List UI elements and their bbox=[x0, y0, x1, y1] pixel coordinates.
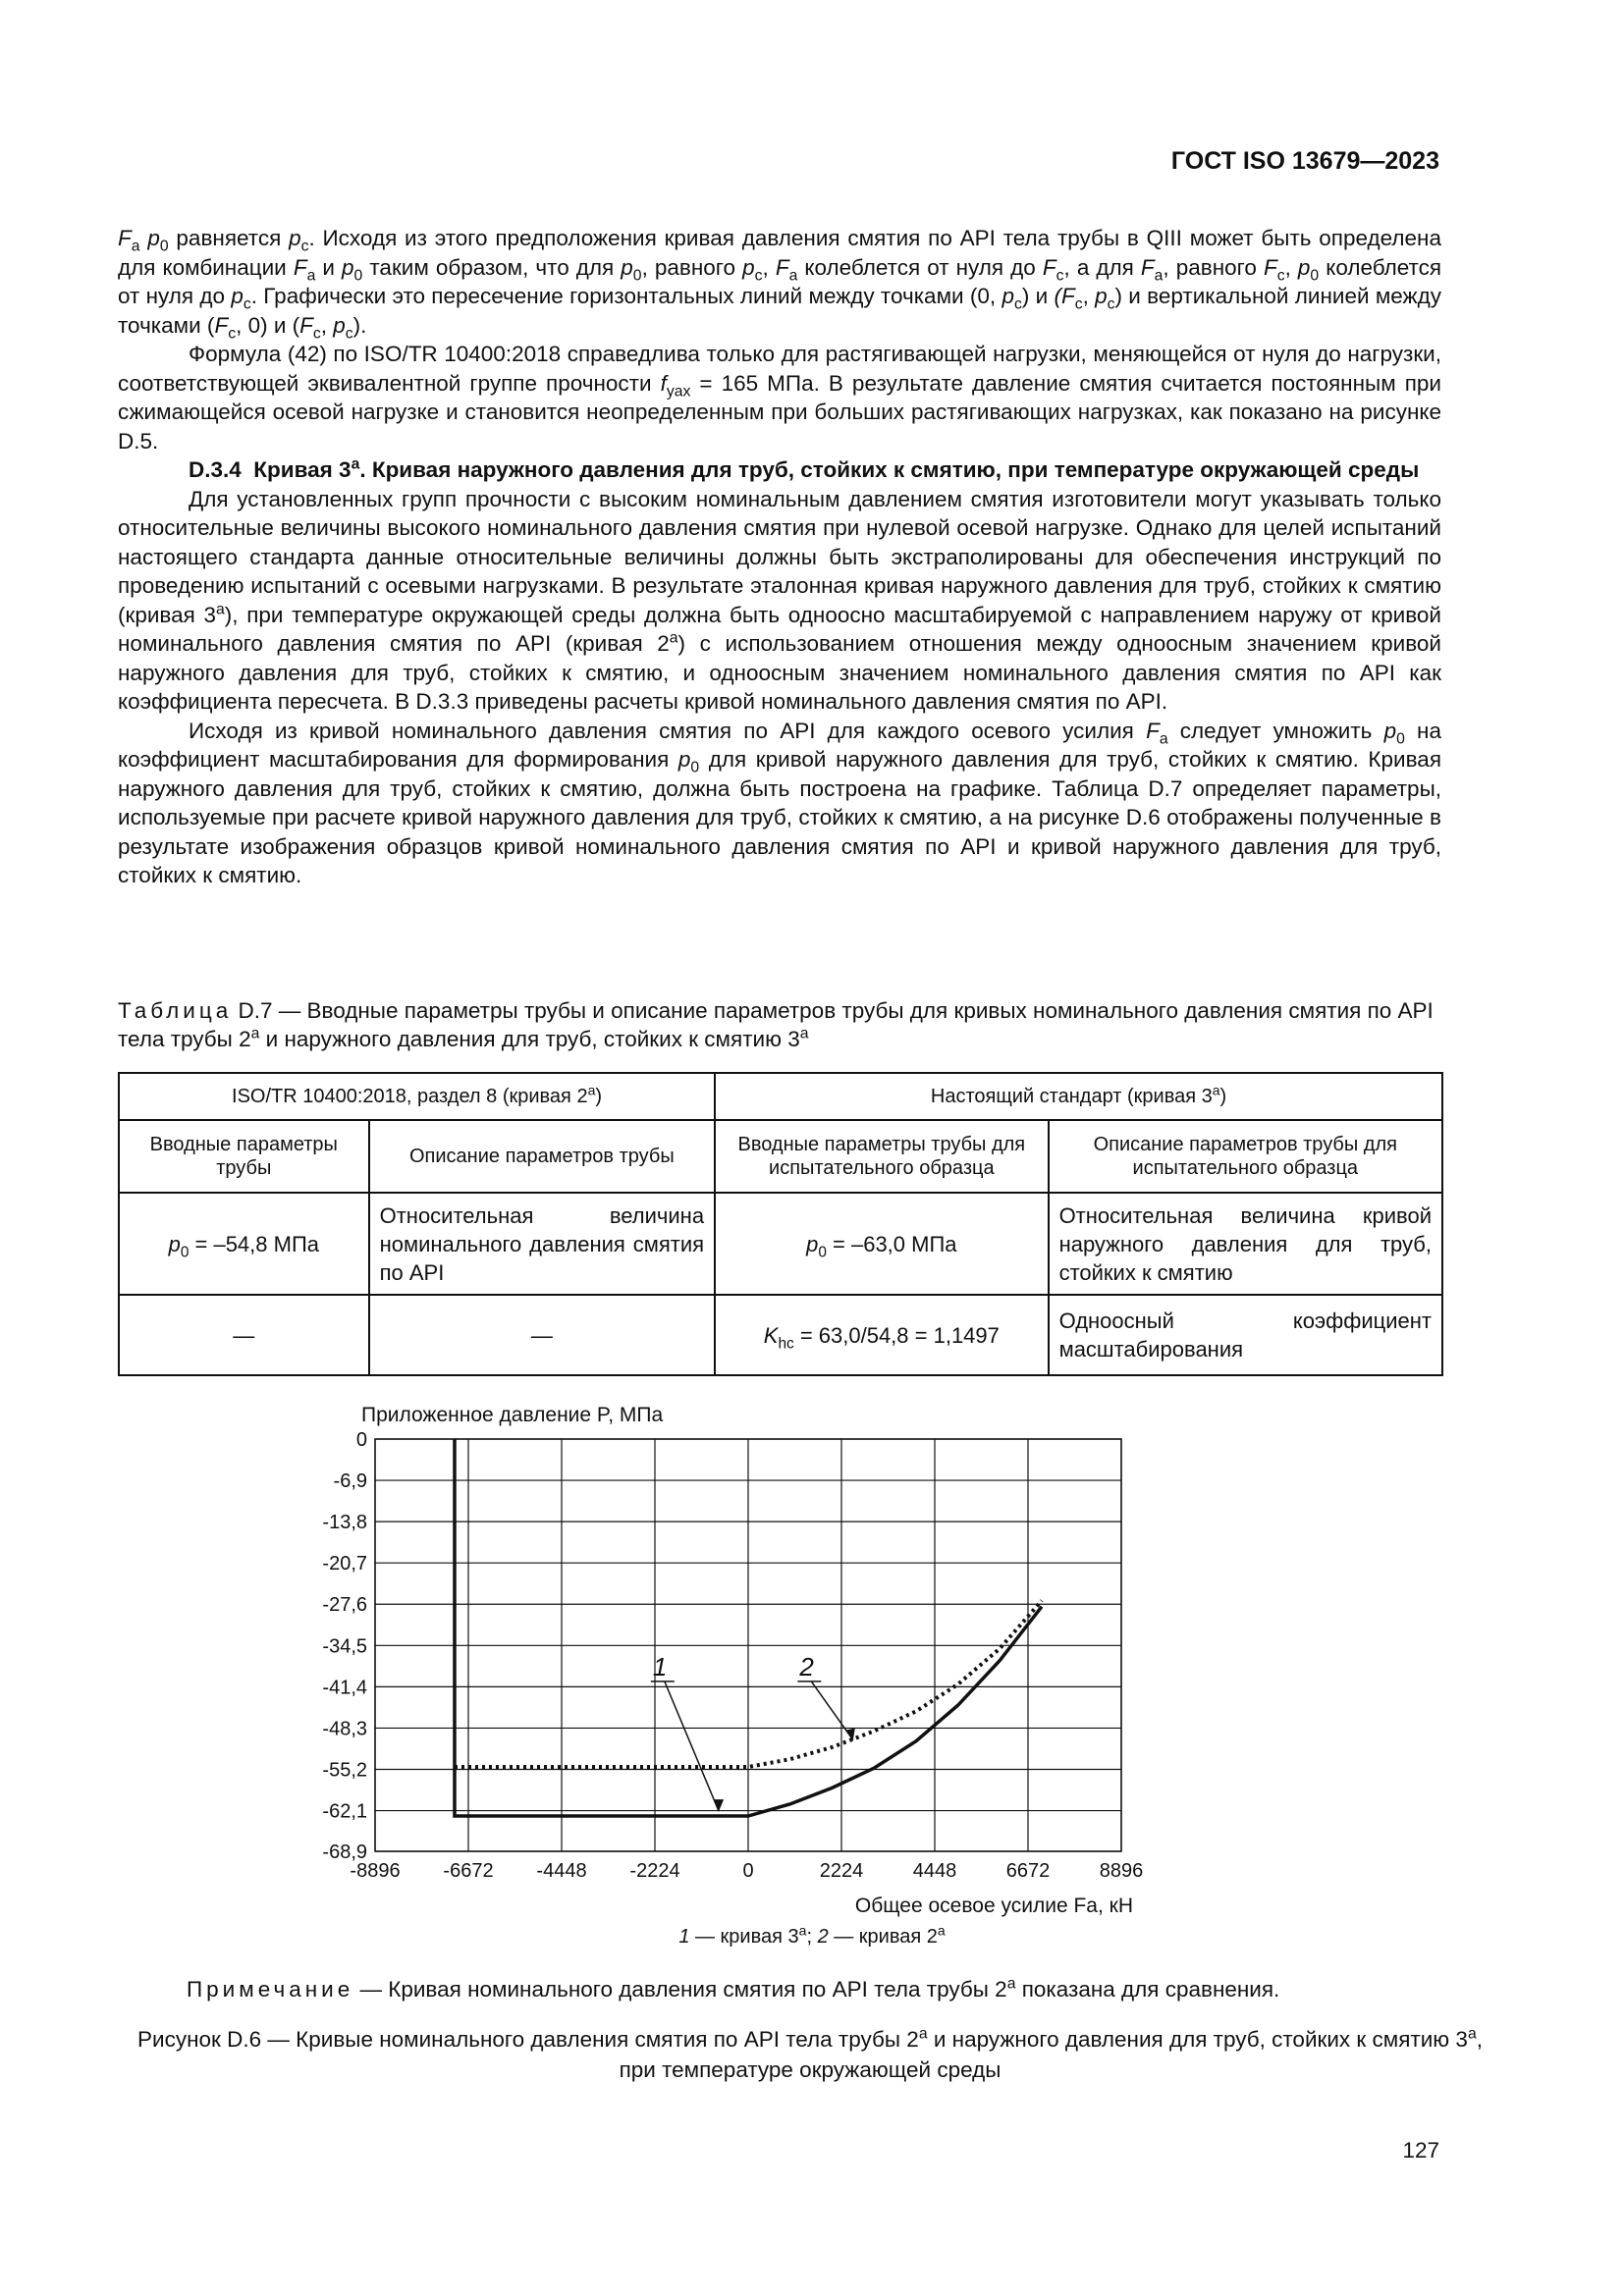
table-cell bbox=[119, 1193, 369, 1295]
sym: a bbox=[1154, 267, 1164, 284]
section-number: D.3.4 bbox=[189, 457, 242, 482]
sym: F bbox=[293, 254, 307, 280]
sym: 0 bbox=[690, 759, 700, 776]
text: . Графически это пересечение горизонтальных линий между точками (0, bbox=[250, 284, 1002, 308]
y-tick-label: -13,8 bbox=[322, 1512, 367, 1534]
y-axis-title: Приложенное давление P, МПа bbox=[361, 1404, 664, 1426]
sym: a bbox=[799, 1025, 809, 1042]
y-tick-label: -68,9 bbox=[322, 1842, 367, 1863]
sym: p bbox=[289, 226, 301, 250]
paragraph-2 bbox=[118, 340, 1441, 455]
sym: p bbox=[742, 254, 755, 280]
y-tick-label: -20,7 bbox=[322, 1553, 367, 1575]
text: Исходя из кривой номинального давления смятия по API для каждого осевого усилия bbox=[189, 718, 1147, 743]
sym: a bbox=[1006, 1975, 1016, 1993]
sym: c bbox=[1056, 267, 1064, 284]
sym: c bbox=[312, 325, 321, 342]
text: Настоящий стандарт (кривая 3 bbox=[930, 1085, 1213, 1107]
text: , bbox=[1082, 284, 1096, 308]
note bbox=[187, 1977, 1463, 2002]
table-cell bbox=[715, 1193, 1048, 1295]
table-cell: — bbox=[369, 1295, 715, 1375]
text: , равного bbox=[641, 254, 743, 280]
chart-legend bbox=[0, 1922, 1624, 1949]
table-row bbox=[119, 1295, 1442, 1375]
sym: F bbox=[118, 226, 132, 250]
text: , при температуре окружающей среды bbox=[619, 2027, 1483, 2082]
sym: 0 bbox=[353, 267, 363, 284]
sym: 0 bbox=[1396, 730, 1405, 747]
text: = 165 МПа. В результате давление смятия считается постоянным при сжимающейся осевой нагрузке и становится неопределенным при больших растягивающих нагрузках, как показано на рисунке D.5. bbox=[118, 370, 1441, 454]
sym: p bbox=[1383, 718, 1397, 743]
table-header-cell: Вводные параметры трубы для испытательного образца bbox=[715, 1120, 1048, 1193]
text: = 63,0/54,8 = 1,1497 bbox=[793, 1322, 1000, 1348]
text: . Исходя из этого предположения кривая давления смятия по API тела трубы в QIII может быть определена для комбинации bbox=[118, 226, 1441, 280]
legend-number: 1 bbox=[678, 1926, 690, 1948]
y-tick-label: -48,3 bbox=[322, 1718, 367, 1740]
figure-caption bbox=[118, 2024, 1502, 2085]
annotation-label-2: 2 bbox=[799, 1651, 814, 1682]
sym: a bbox=[798, 1922, 807, 1939]
x-tick-label: -2224 bbox=[629, 1860, 680, 1882]
x-tick-label: 6672 bbox=[1005, 1860, 1051, 1882]
y-tick-label: -41,4 bbox=[322, 1677, 367, 1699]
text: , а для bbox=[1063, 254, 1141, 280]
page-number: 127 bbox=[1402, 2138, 1439, 2163]
sym: a bbox=[1212, 1081, 1220, 1097]
text: равняется bbox=[168, 226, 290, 250]
sym: p bbox=[1001, 284, 1014, 308]
sym: F bbox=[1263, 254, 1277, 280]
sym: F bbox=[299, 312, 313, 338]
sym: p bbox=[231, 284, 244, 308]
text: ), при температуре окружающей среды должна быть одноосно масштабируемой с направлением наружу от кривой номинального давления смятия по API (кривая 2 bbox=[118, 602, 1441, 656]
text: ) и вертикальной линией между точками ( bbox=[118, 284, 1441, 338]
sym: c bbox=[754, 267, 763, 284]
x-tick-label: 0 bbox=[742, 1860, 754, 1882]
sym: c bbox=[300, 238, 309, 255]
annotation-leader-1 bbox=[665, 1682, 719, 1811]
y-tick-label: -6,9 bbox=[333, 1470, 367, 1493]
sym: a bbox=[250, 1025, 260, 1042]
legend-number: 2 bbox=[817, 1926, 829, 1948]
text: следует умножить bbox=[1167, 718, 1384, 743]
text: для кривой наружного давления для труб, стойких к смятию. Кривая наружного давления для труб, стойких к смятию, должна быть построена на графике. Таблица D.7 определяет параметры, используемые при расчете кривой наружного давления для труб, стойких к смятию, а на рисунке D.6 отображены полученные в результате изображения образцов кривой номинального давления смятия по API и кривой наружного давления для труб, стойких к смятию. bbox=[118, 747, 1442, 887]
x-axis-title: Общее осевое усилие Fa, кН bbox=[854, 1895, 1133, 1917]
table-header-row bbox=[119, 1073, 1442, 1120]
annotation-arrowhead bbox=[714, 1799, 724, 1811]
sym: ( bbox=[1054, 284, 1061, 308]
text: , bbox=[1284, 254, 1298, 280]
sym: p bbox=[333, 312, 346, 338]
sym: p bbox=[147, 226, 160, 250]
x-tick-label: 8896 bbox=[1099, 1860, 1144, 1882]
note-word: Примечание bbox=[187, 1977, 354, 2002]
pressure-chart bbox=[314, 1392, 1257, 1942]
text: Формула (42) по ISO/TR 10400:2018 справедлива только для растягивающей нагрузки, меняющейся от нуля до нагрузки, соответствующей эквивалентной группе прочности bbox=[118, 342, 1441, 396]
text: и наружного давления для труб, стойких к смятию 3 bbox=[927, 2027, 1468, 2052]
sym: K bbox=[763, 1322, 779, 1348]
text: ) и bbox=[1021, 284, 1055, 308]
text: Для установленных групп прочности с высоким номинальным давлением смятия изготовители могут указывать только относительные величины высокого номинального давления смятия при нулевой осевой нагрузке. Однако для целей испытаний настоящего стандарта данные относительные величины должны быть экстраполированы для обеспечения инструкций по проведению испытаний с осевыми нагрузками. В результате эталонная кривая наружного давления для труб, стойких к смятию (кривая 3 bbox=[118, 486, 1441, 627]
sym: a bbox=[587, 1081, 596, 1097]
paragraph-1: $F_a$ $p_0$ равняется $p_c$. Исходя из этого предположения кривая давления смятия по API тела трубы в QIII может быть определена для комбинации $F_a$ и $p_0$ таким образом, что для $p_0$, равного $p_c$, $F_a$ колеблется от нуля до $F_c$, а для $F_a$, равного $F_c$, $p_0$ колеблется от нуля до $p_c$. Графически это пересечение горизонтальных линий между точками (0, $p_c$) и ($F_c$, $p_c$) и вертикальной линией между точками ($F_c$, 0) и ($F_c$, $p_c$). Формула (42) по ISO/TR 10400:2018 справедлива только для растягивающей нагрузки, меняющейся от нуля до нагрузки, соответствующей эквивалентной группе прочности $f_{yax} = 165$ МПа. В результате давление смятия считается постоянным при сжимающейся осевой нагрузке и становится неопределенным при больших растягивающих нагрузках, как показано на рисунке D.5. D.3.4 Кривая 3$^a$. Кривая наружного давления для труб, стойких к смятию, при температуре окружающей среды Для установленных групп прочности с высоким номинальным давлением смятия изготовители могут указывать только относительные величины высокого номинального давления смятия при нулевой осевой нагрузке. Однако для целей испытаний настоящего стандарта данные относительные величины должны быть экстраполированы для обеспечения инструкций по проведению испытаний с осевыми нагрузками. В результате эталонная кривая наружного давления для труб, стойких к смятию (кривая 3$^a$), при температуре окружающей среды должна быть одноосно масштабируемой с направлением наружу от кривой номинального давления смятия по API (кривая 2$^a$) с использованием отношения между одноосным значением кривой наружного давления для труб, стойких к смятию, и одноосным значением номинального давления смятия по API как коэффициента пересчета. В D.3.3 приведены расчеты кривой номинального давления смятия по API. Исходя из кривой номинального давления смятия по API для каждого осевого усилия $F_a$ следует умножить $p_0$ на коэффициент масштабирования для формирования $p_0$ для кривой наружного давления для труб, стойких к смятию. Кривая наружного давления для труб, стойких к смятию, должна быть построена на графике. Таблица D.7 определяет параметры, используемые при расчете кривой наружного давления для труб, стойких к смятию, а на рисунке D.6 отображены полученные в результате изображения образцов кривой номинального давления смятия по API и кривой наружного давления для труб, стойких к смятию. bbox=[118, 224, 1441, 890]
paragraph-3 bbox=[118, 485, 1441, 717]
text: на коэффициент масштабирования для формирования bbox=[118, 718, 1441, 772]
sym: F bbox=[214, 312, 229, 338]
sym: c bbox=[228, 325, 237, 342]
y-tick-label: -34,5 bbox=[322, 1635, 367, 1658]
sym: F bbox=[1146, 718, 1160, 743]
table-cell bbox=[715, 1295, 1048, 1375]
table-cell: Относительная величина номинального давления смятия по API bbox=[369, 1193, 715, 1295]
table-caption bbox=[118, 996, 1441, 1053]
text: и bbox=[315, 254, 343, 280]
sym: yax bbox=[666, 383, 691, 400]
text: = –54,8 МПа bbox=[189, 1231, 320, 1256]
section-title: Кривая 3 bbox=[253, 457, 352, 482]
text: показана для сравнения. bbox=[1015, 1977, 1280, 2002]
table-header-cell: Вводные параметры трубы bbox=[119, 1120, 369, 1193]
table-header-cell: Настоящий стандарт (кривая 3$^a$) bbox=[715, 1073, 1442, 1120]
sym: 0 bbox=[180, 1243, 189, 1260]
sym: F bbox=[1140, 254, 1155, 280]
text: , равного bbox=[1163, 254, 1264, 280]
sym: p bbox=[806, 1231, 819, 1256]
legend-text: — кривая 3 bbox=[689, 1926, 799, 1948]
text: таким образом, что для bbox=[362, 254, 622, 280]
table-cell: — bbox=[119, 1295, 369, 1375]
sym: p bbox=[342, 254, 354, 280]
text: колеблется от нуля до bbox=[797, 254, 1043, 280]
x-tick-label: 4448 bbox=[912, 1860, 957, 1882]
text: = –63,0 МПа bbox=[826, 1231, 957, 1256]
sym: c bbox=[345, 325, 353, 342]
sym: a bbox=[788, 267, 798, 284]
section-title-rest: . Кривая наружного давления для труб, стойких к смятию, при температуре окружающей среды bbox=[359, 457, 1420, 482]
sym: c bbox=[1074, 295, 1083, 313]
x-tick-label: -6672 bbox=[443, 1860, 494, 1882]
text: колеблется от нуля до bbox=[118, 254, 1442, 308]
sym: a bbox=[669, 629, 678, 647]
table-cell: Одноосный коэффициент масштабирования bbox=[1049, 1295, 1442, 1375]
sym: a bbox=[351, 455, 360, 473]
sym: p bbox=[168, 1231, 181, 1256]
text: ISO/TR 10400:2018, раздел 8 (кривая 2 bbox=[232, 1085, 588, 1107]
sym: F bbox=[775, 254, 789, 280]
table-caption-word: Таблица bbox=[118, 998, 233, 1023]
x-tick-label: -4448 bbox=[536, 1860, 587, 1882]
sym: a bbox=[1467, 2025, 1477, 2043]
sym: p bbox=[621, 254, 633, 280]
text: ) с использованием отношения между одноосным значением кривой наружного давления для труб, стойких к смятию, и одноосным значением номинального давления смятия по API как коэффициента пересчета. В D.3.3 приведены расчеты кривой номинального давления смятия по API. bbox=[118, 631, 1441, 714]
legend-separator: ; bbox=[806, 1926, 818, 1948]
sym: a bbox=[918, 2025, 928, 2043]
sym: 0 bbox=[1310, 267, 1320, 284]
sym: 0 bbox=[632, 267, 642, 284]
sym: a bbox=[937, 1922, 946, 1939]
sym: c bbox=[1276, 267, 1285, 284]
sym: p bbox=[1095, 284, 1108, 308]
sym: hc bbox=[778, 1334, 794, 1352]
text: — Кривая номинального давления смятия по API тела трубы 2 bbox=[353, 1977, 1007, 2002]
text: Рисунок D.6 — Кривые номинального давления смятия по API тела трубы 2 bbox=[137, 2027, 919, 2052]
sym: 0 bbox=[818, 1243, 827, 1260]
table-subheader-row bbox=[119, 1120, 1442, 1193]
y-tick-label: -62,1 bbox=[322, 1800, 367, 1823]
sym: F bbox=[1060, 284, 1075, 308]
text: , bbox=[320, 312, 334, 338]
sym: a bbox=[216, 601, 225, 617]
sym: a bbox=[131, 238, 140, 255]
table-cell: Относительная величина кривой наружного давления для труб, стойких к смятию bbox=[1049, 1193, 1442, 1295]
sym: c bbox=[1013, 295, 1022, 313]
parameters-table bbox=[118, 1072, 1443, 1376]
sym: p bbox=[1297, 254, 1311, 280]
y-tick-label: -27,6 bbox=[322, 1594, 367, 1617]
y-tick-label: -55,2 bbox=[322, 1759, 367, 1782]
y-tick-label: 0 bbox=[355, 1429, 367, 1451]
text: D.7 — Вводные параметры трубы и описание параметров трубы для кривых номинального давления смятия по API тела трубы 2 bbox=[118, 998, 1434, 1051]
legend-text: — кривая 2 bbox=[828, 1926, 938, 1948]
text: , 0) и ( bbox=[236, 312, 300, 338]
sym: F bbox=[1042, 254, 1056, 280]
paragraph-4 bbox=[118, 717, 1441, 890]
annotation-label-1: 1 bbox=[652, 1651, 668, 1682]
sym: c bbox=[1107, 295, 1115, 313]
sym: c bbox=[243, 295, 251, 313]
sym: a bbox=[306, 267, 316, 284]
table-row bbox=[119, 1193, 1442, 1295]
document-header: ГОСТ ISO 13679—2023 bbox=[1170, 147, 1439, 175]
text: , bbox=[762, 254, 776, 280]
sym: a bbox=[1159, 730, 1168, 747]
table-header-cell: Описание параметров трубы для испытательного образца bbox=[1049, 1120, 1442, 1193]
sym: 0 bbox=[159, 238, 169, 255]
x-tick-label: -8896 bbox=[350, 1860, 401, 1882]
sym: f bbox=[660, 370, 667, 396]
text: и наружного давления для труб, стойких к смятию 3 bbox=[259, 1027, 800, 1051]
section-heading bbox=[118, 455, 1441, 485]
table-header-cell: ISO/TR 10400:2018, раздел 8 (кривая 2$^a$) bbox=[119, 1073, 715, 1120]
table-header-cell: Описание параметров трубы bbox=[369, 1120, 715, 1193]
sym: p bbox=[677, 747, 691, 772]
x-tick-label: 2224 bbox=[819, 1860, 864, 1882]
